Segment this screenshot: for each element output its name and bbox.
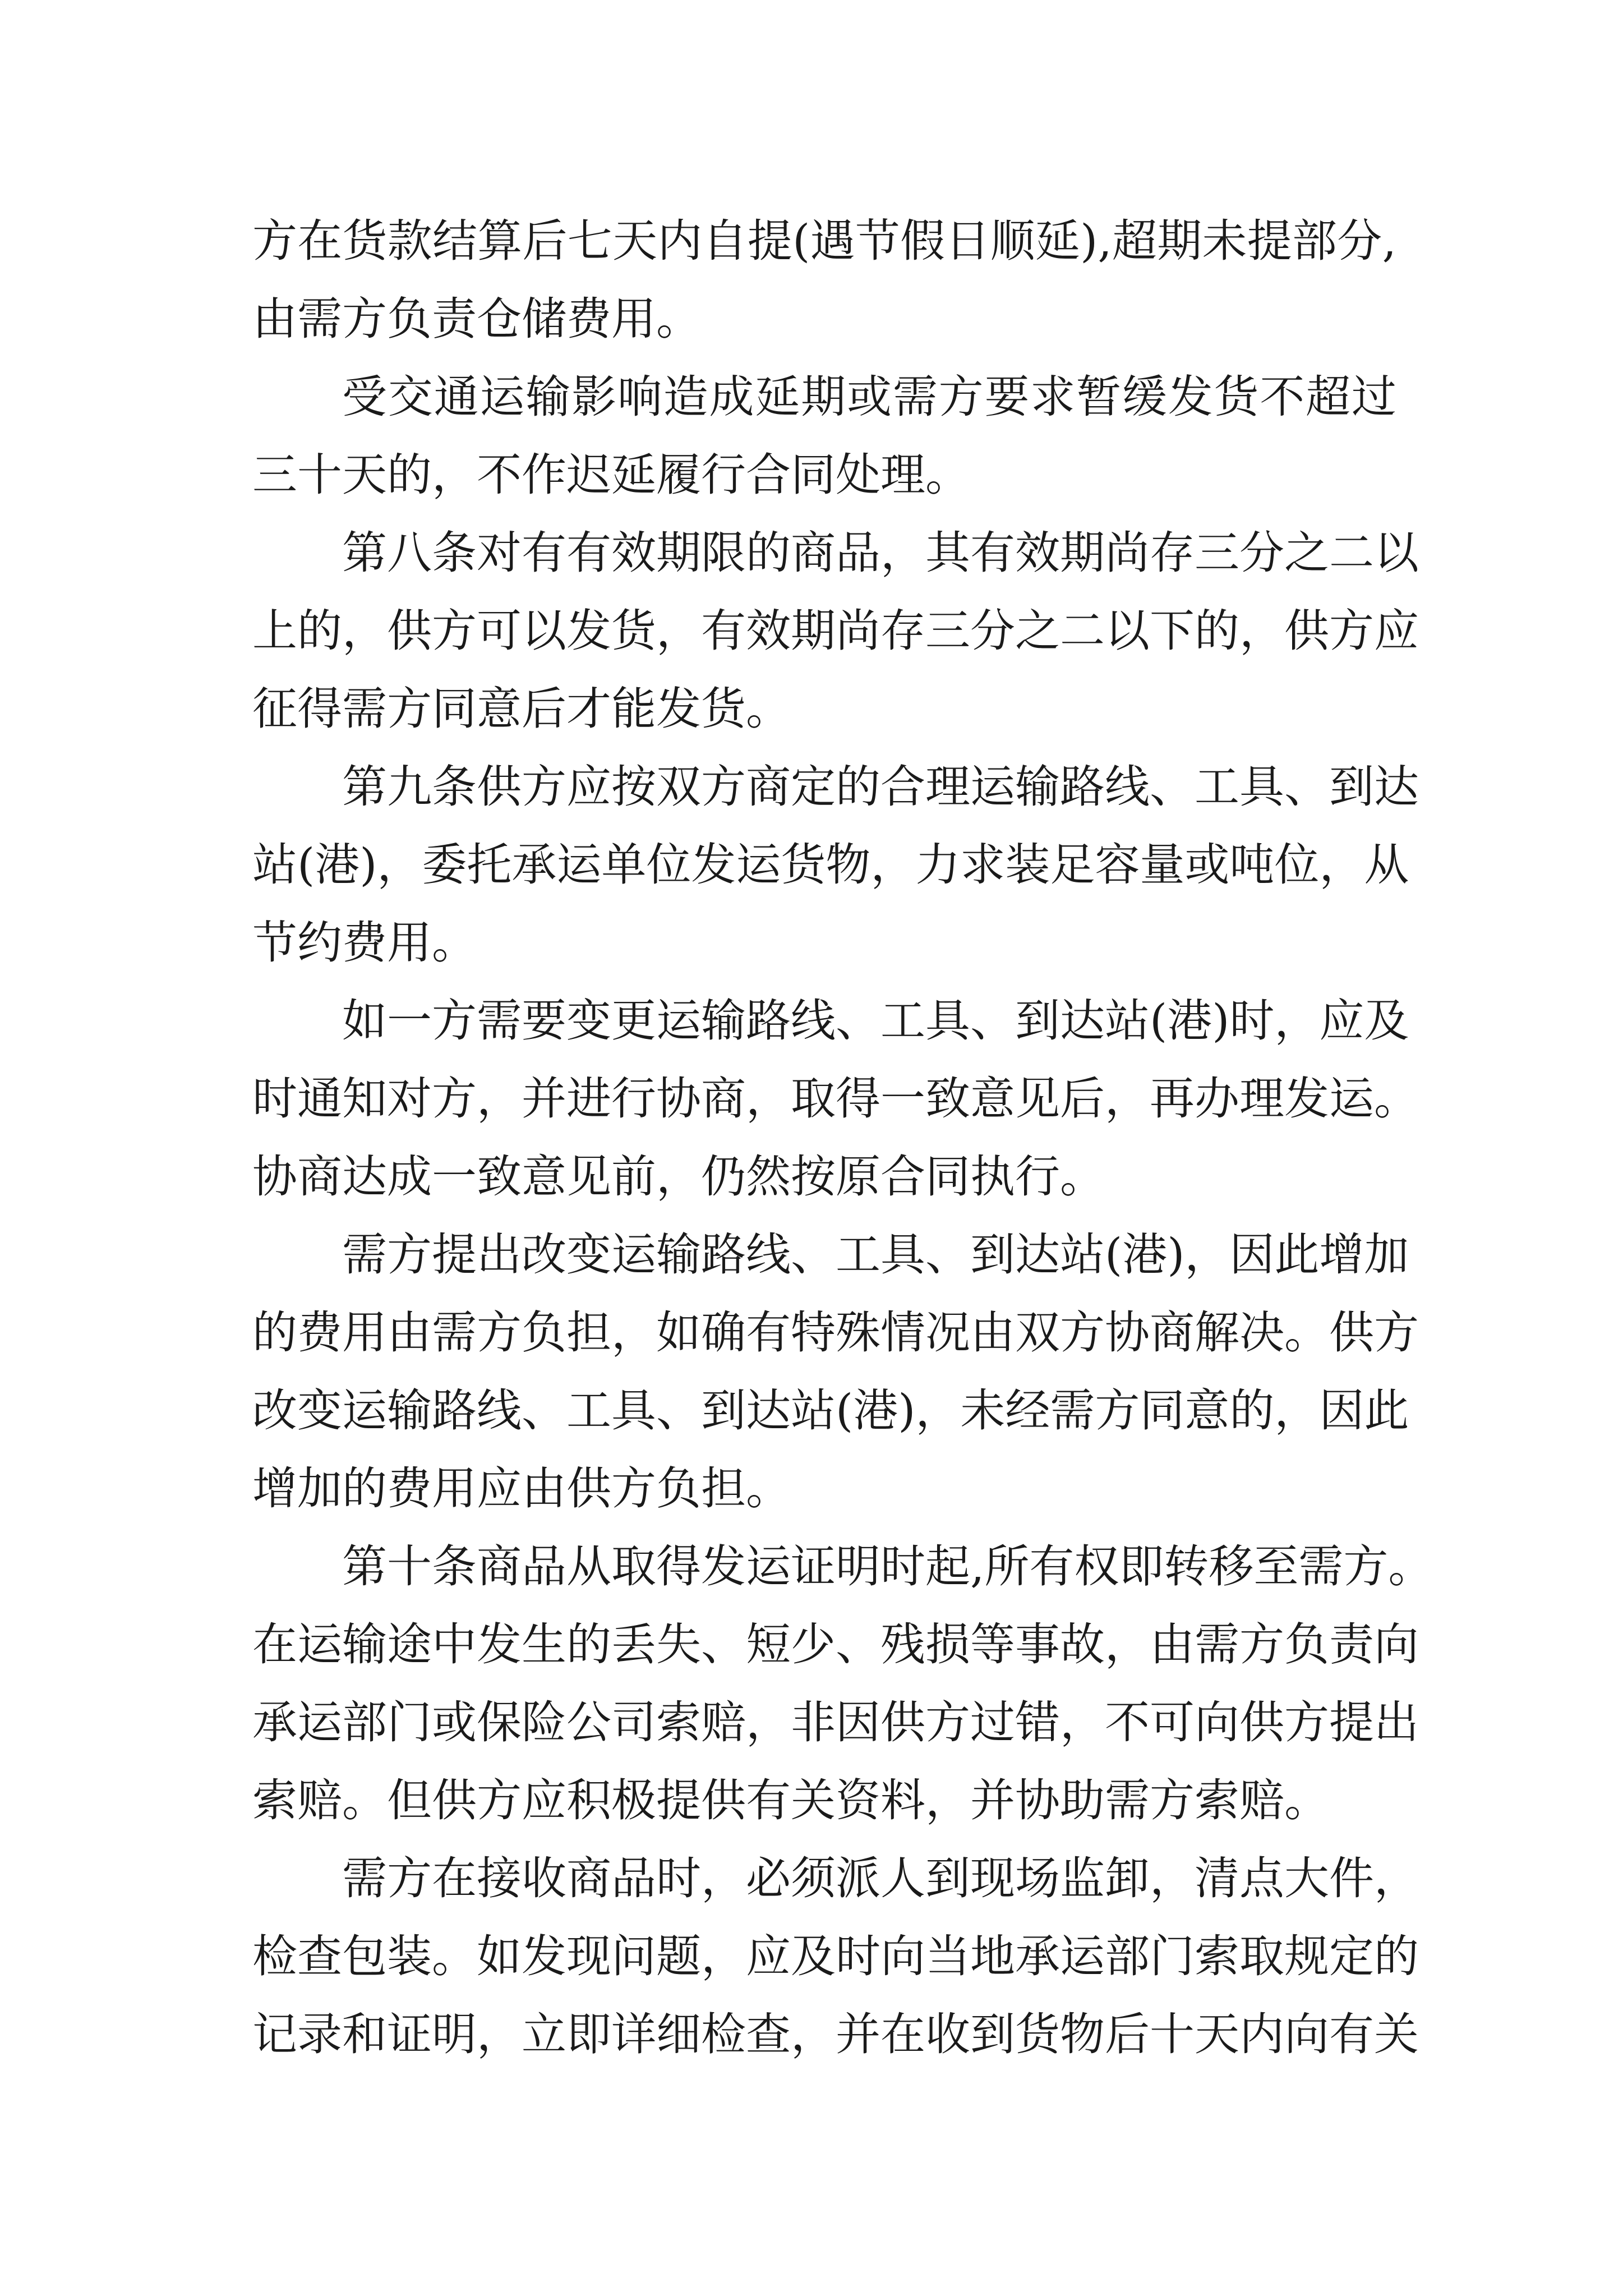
paragraph-line: 如一方需要变更运输路线、工具、到达站(港)时，应及 bbox=[342, 995, 1409, 1047]
paragraph-line: 在运输途中发生的丢失、短少、残损等事故，由需方负责向 bbox=[252, 1618, 1419, 1671]
paragraph-line: 上的，供方可以发货，有效期尚存三分之二以下的，供方应 bbox=[252, 605, 1419, 657]
paragraph-line: 需方提出改变运输路线、工具、到达站(港)，因此增加 bbox=[342, 1228, 1409, 1281]
paragraph-line: 改变运输路线、工具、到达站(港)，未经需方同意的，因此 bbox=[252, 1384, 1409, 1437]
paragraph-line: 需方在接收商品时，必须派人到现场监卸，清点大件， bbox=[342, 1852, 1419, 1904]
paragraph-line: 受交通运输影响造成延期或需方要求暂缓发货不超过 bbox=[342, 371, 1396, 423]
paragraph-line: 三十天的，不作迟延履行合同处理。 bbox=[252, 449, 970, 501]
paragraph-line: 由需方负责仓储费用。 bbox=[252, 293, 701, 345]
paragraph-line: 征得需方同意后才能发货。 bbox=[252, 683, 791, 735]
paragraph-line: 第八条对有有效期限的商品，其有效期尚存三分之二以 bbox=[342, 527, 1419, 579]
paragraph-line: 的费用由需方负担，如确有特殊情况由双方协商解决。供方 bbox=[252, 1306, 1419, 1359]
paragraph-line: 协商达成一致意见前，仍然按原合同执行。 bbox=[252, 1151, 1105, 1203]
paragraph-line: 第十条商品从取得发运证明时起,所有权即转移至需方。 bbox=[342, 1540, 1433, 1593]
paragraph-line: 站(港)，委托承运单位发运货物，力求装足容量或吨位，从 bbox=[252, 839, 1409, 891]
paragraph-line: 记录和证明，立即详细检查，并在收到货物后十天内向有关 bbox=[252, 2008, 1419, 2060]
paragraph-line: 增加的费用应由供方负担。 bbox=[252, 1462, 791, 1515]
paragraph-line: 第九条供方应按双方商定的合理运输路线、工具、到达 bbox=[342, 761, 1419, 813]
paragraph-line: 索赔。但供方应积极提供有关资料，并协助需方索赔。 bbox=[252, 1774, 1329, 1826]
paragraph-line: 承运部门或保险公司索赔，非因供方过错，不可向供方提出 bbox=[252, 1696, 1419, 1749]
paragraph-line: 时通知对方，并进行协商，取得一致意见后，再办理发运。 bbox=[252, 1073, 1419, 1125]
paragraph-line: 节约费用。 bbox=[252, 917, 477, 969]
paragraph-line: 方在货款结算后七天内自提(遇节假日顺延),超期未提部分, bbox=[252, 215, 1396, 267]
paragraph-line: 检查包装。如发现问题，应及时向当地承运部门索取规定的 bbox=[252, 1930, 1419, 1982]
